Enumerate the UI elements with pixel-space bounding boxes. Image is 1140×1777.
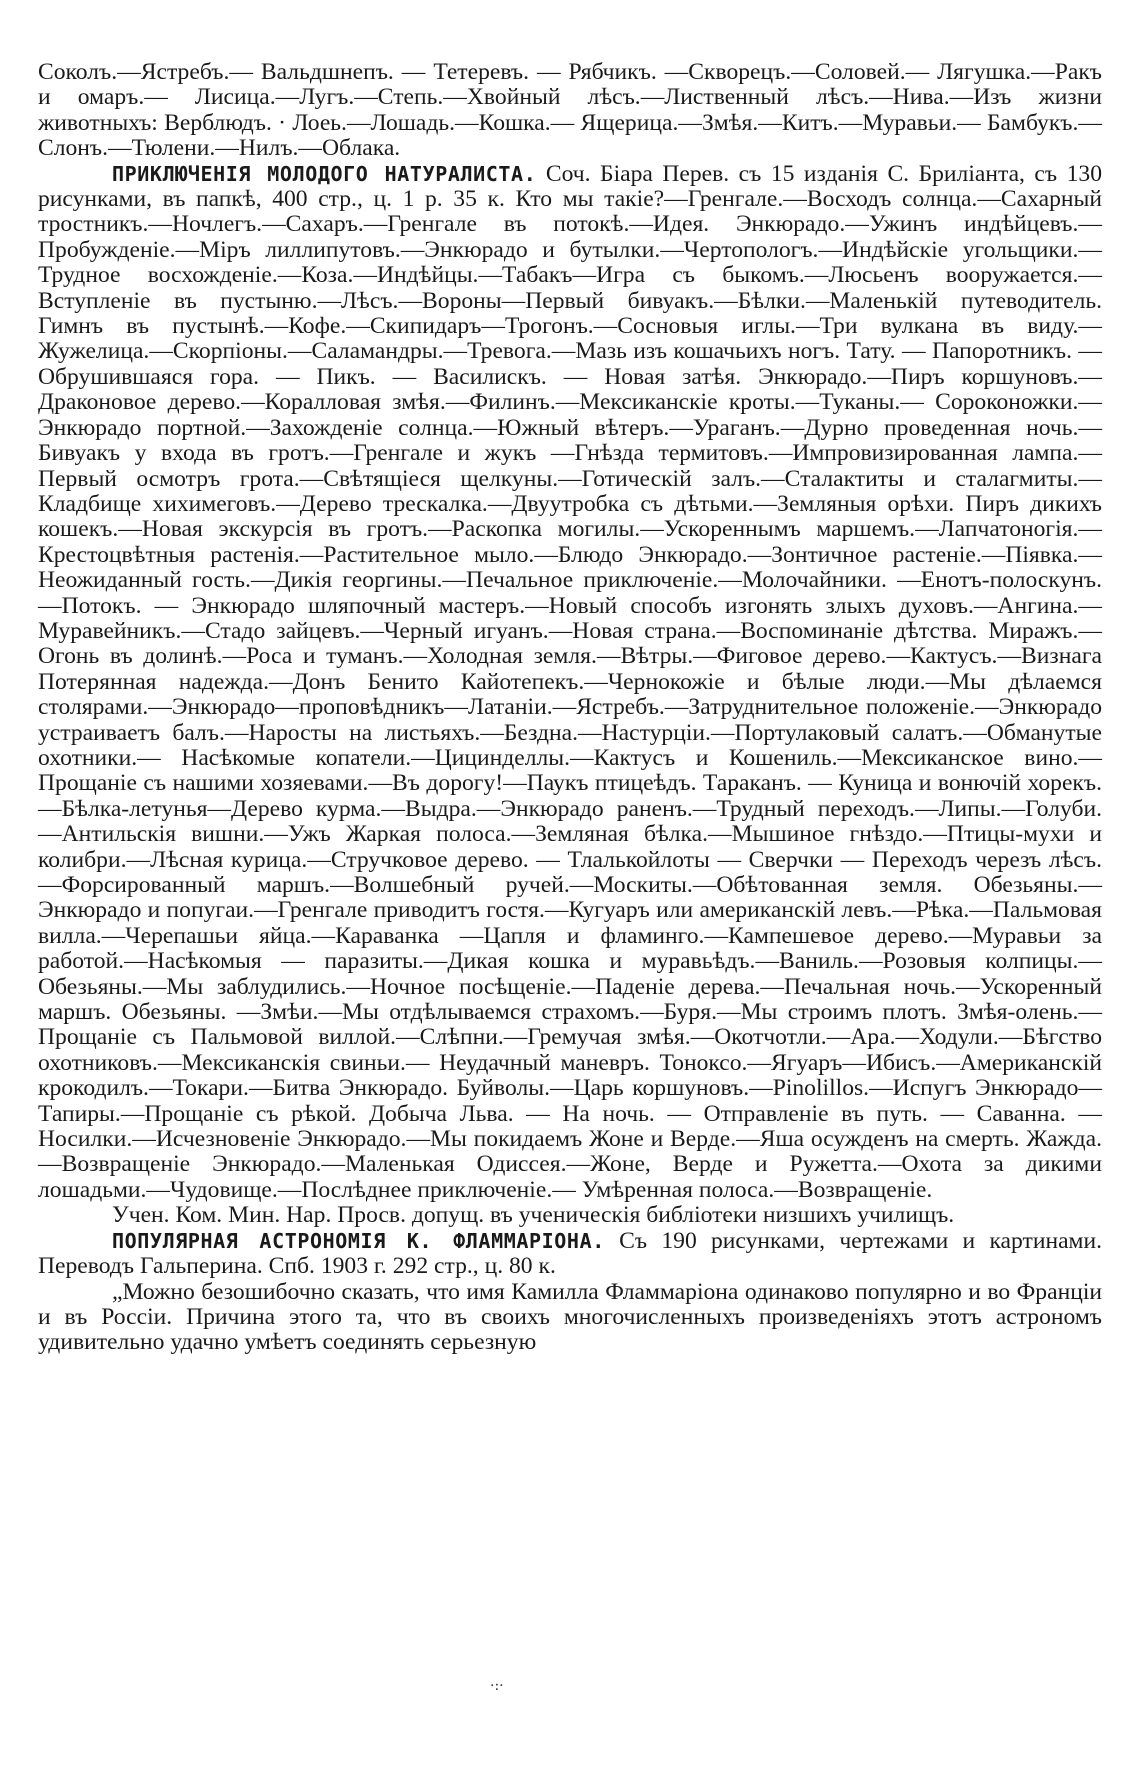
entry-text: Съ 190 рисунками, чертежами и картинами. Переводъ Гальперина. Спб. 1903 г. 292 стр., ц. 80 к. — [38, 1227, 1102, 1280]
entry-popular-astronomy — [38, 1229, 1102, 1280]
catalog-page — [38, 60, 1102, 1356]
entry-young-naturalist — [38, 162, 1102, 1204]
entry-quote: „Можно безошибочно сказать, что имя Камилла Фламмаріона одинаково популярно и во Франціи и въ Россіи. Причина этого та, что въ своихъ многочисленныхъ произведеніяхъ этотъ астрономъ удивительно удачно умѣетъ соединять серьезную — [38, 1278, 1102, 1356]
entry-title: ПОПУЛЯРНАЯ АСТРОНОМІЯ К. ФЛАММАРІОНА. — [112, 1228, 605, 1253]
entry-approval-note: Учен. Ком. Мин. Нар. Просв. допущ. въ ученическія библіотеки низшихъ училищъ. — [112, 1202, 955, 1229]
opening-paragraph: Соколъ.—Ястребъ.— Вальдшнепъ. — Тетеревъ. — Рябчикъ. —Скворецъ.—Соловей.— Лягушка.—Ракъ и омаръ.— Лисица.—Лугъ.—Степь.—Хвойный лѣсъ.—Лиственный лѣсъ.—Нива.—Изъ жизни животныхъ: Верблюдъ. · Лоеь.—Лошадь.—Кошка.— Ящерица.—Змѣя.—Китъ.—Муравьи.— Бамбукъ.—Слонъ.—Тюлени.—Нилъ.—Облака. — [38, 59, 1102, 162]
entry-text: Соч. Біара Перев. съ 15 изданія С. Бриліанта, съ 130 рисунками, въ папкѣ, 400 стр., ц. 1 р. 35 к. Кто мы такіе?—Гренгале.—Восходъ солнца.—Сахарный тростникъ.—Ночлегъ.—Сахаръ.—Гренгале въ потокѣ.—Идея. Энкюрадо.—Ужинъ индѣйцевъ.—Пробужденіе.—Міръ лиллипутовъ.—Энкюрадо и бутылки.—Чертопологъ.—Индѣйскіе угольщики.—Трудное восхожденіе.—Коза.—Индѣйцы.—Табакъ—Игра съ быкомъ.—Люсьенъ вооружается.—Вступленіе въ пустыню.—Лѣсъ.—Вороны—Первый бивуакъ.—Бѣлки.—Маленькій путеводитель. Гимнъ въ пустынѣ.—Кофе.—Скипидаръ—Трогонъ.—Сосновыя иглы.—Три вулкана въ виду.—Жужелица.—Скорпіоны.—Саламандры.—Тревога.—Мазь изъ кошачьихъ ногъ. Тату. — Папоротникъ. — Обрушившаяся гора. — Пикъ. — Василискъ. — Новая затѣя. Энкюрадо.—Пиръ коршуновъ.—Драконовое дерево.—Коралловая змѣя.—Филинъ.—Мексиканскіе кроты.—Туканы.— Сороконожки.—Энкюрадо портной.—Захожденіе солнца.—Южный вѣтеръ.—Ураганъ.—Дурно проведенная ночь.—Бивуакъ у входа въ гротъ.—Гренгале и жукъ —Гнѣзда термитовъ.—Импровизированная лампа.—Первый осмотръ грота.—Свѣтящіеся щелкуны.—Готическій залъ.—Сталактиты и сталагмиты.—Кладбище хихимеговъ.—Дерево трескалка.—Двуутробка съ дѣтьми.—Земляныя орѣхи. Пиръ дикихъ кошекъ.—Новая экскурсія въ гротъ.—Раскопка могилы.—Ускореннымъ маршемъ.—Лапчатоногія.— Крестоцвѣтныя растенія.—Растительное мыло.—Блюдо Энкюрадо.—Зонтичное растеніе.—Піявка.—Неожиданный гость.—Дикія георгины.—Печальное приключеніе.—Молочайники. —Енотъ-полоскунъ.—Потокъ. — Энкюрадо шляпочный мастеръ.—Новый способъ изгонять злыхъ духовъ.—Ангина.—Муравейникъ.—Стадо зайцевъ.—Черный игуанъ.—Новая страна.—Воспоминаніе дѣтства. Миражъ.—Огонь въ долинѣ.—Роса и туманъ.—Холодная земля.—Вѣтры.—Фиговое дерево.—Кактусъ.—Визнага Потерянная надежда.—Донъ Бенито Кайотепекъ.—Чернокожіе и бѣлые люди.—Мы дѣлаемся столярами.—Энкюрадо—проповѣдникъ—Латаніи.—Ястребъ.—Затруднительное положеніе.—Энкюрадо устраиваетъ балъ.—Наросты на листьяхъ.—Бездна.—Настурціи.—Портулаковый салатъ.—Обманутые охотники.— Насѣкомые копатели.—Цицинделлы.—Кактусъ и Кошениль.—Мексиканское вино.—Прощаніе съ нашими хозяевами.—Въ дорогу!—Паукъ птицеѣдъ. Тараканъ. — Куница и вонючій хорекъ.—Бѣлка-летунья—Дерево курма.—Выдра.—Энкюрадо раненъ.—Трудный переходъ.—Липы.—Голуби.—Антильскія вишни.—Ужъ Жаркая полоса.—Земляная бѣлка.—Мышиное гнѣздо.—Птицы-мухи и колибри.—Лѣсная курица.—Стручковое дерево. — Тлалькойлоты — Сверчки — Переходъ черезъ лѣсъ.—Форсированный маршъ.—Волшебный ручей.—Москиты.—Обѣтованная земля. Обезьяны.—Энкюрадо и попугаи.—Гренгале приводитъ гостя.—Кугуаръ или американскій левъ.—Рѣка.—Пальмовая вилла.—Черепашьи яйца.—Караванка —Цапля и фламинго.—Кампешевое дерево.—Муравьи за работой.—Насѣкомыя — паразиты.—Дикая кошка и муравьѣдъ.—Ваниль.—Розовыя колпицы.—Обезьяны.—Мы заблудились.—Ночное посѣщеніе.—Паденіе дерева.—Печальная ночь.—Ускоренный маршъ. Обезьяны. —Змѣи.—Мы отдѣлываемся страхомъ.—Буря.—Мы строимъ плотъ. Змѣя-олень.—Прощаніе съ Пальмовой виллой.—Слѣпни.—Гремучая змѣя.—Окотчотли.—Ара.—Ходули.—Бѣгство охотниковъ.—Мексиканскія свиньи.— Неудачный маневръ. Тоноксо.—Ягуаръ—Ибисъ.—Американскій крокодилъ.—Токари.—Битва Энкюрадо. Буйволы.—Царь коршуновъ.—Pinolillos.—Испугъ Энкюрадо—Тапиры.—Прощаніе съ рѣкой. Добыча Льва. — На ночь. — Отправленіе въ путь. — Саванна. — Носилки.—Исчезновеніе Энкюрадо.—Мы покидаемъ Жоне и Верде.—Яша осужденъ на смерть. Жажда.—Возвращеніе Энкюрадо.—Маленькая Одиссея.—Жоне, Верде и Ружетта.—Охота за дикими лошадьми.—Чудовище.—Послѣднее приключеніе.— Умѣренная полоса.—Возвращеніе. — [38, 160, 1102, 1203]
entry-title: ПРИКЛЮЧЕНІЯ МОЛОДОГО НАТУРАЛИСТА. — [112, 161, 537, 186]
end-mark: ·:· — [490, 1678, 504, 1694]
